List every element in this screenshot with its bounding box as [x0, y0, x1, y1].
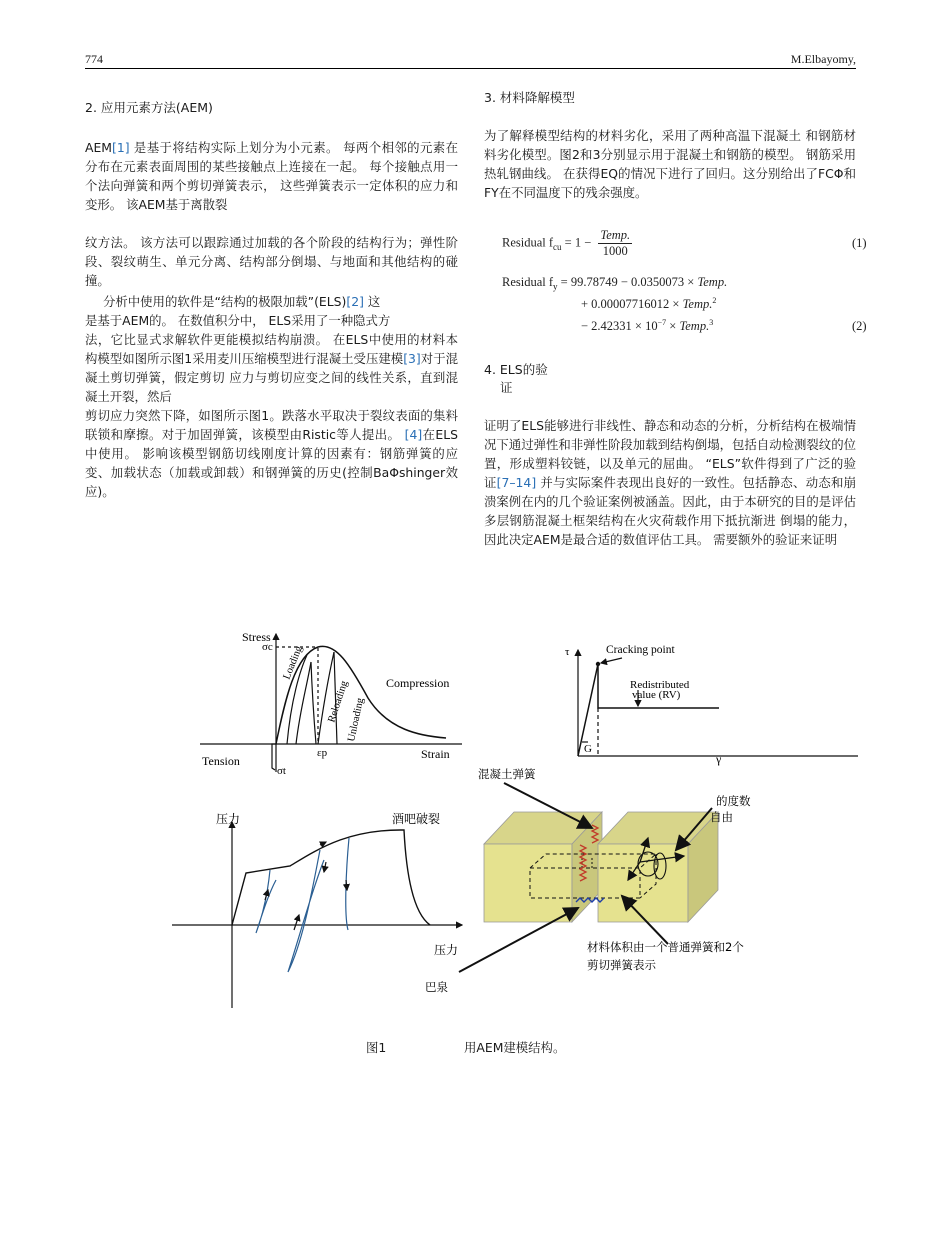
eq-superscript: −7	[657, 318, 667, 327]
section-4-title-line: 4. ELS的验	[484, 362, 548, 377]
tau-label: τ	[565, 646, 570, 658]
equation-1-number: (1)	[852, 236, 867, 250]
material-label-1: 材料体积由一个普通弹簧和2个	[587, 940, 744, 954]
g-label: G	[584, 743, 592, 755]
concrete-spring-label: 混凝土弹簧	[478, 767, 536, 781]
eq-superscript: 2	[712, 296, 717, 305]
bar-spring-label: 巴泉	[425, 980, 448, 994]
eq-var: Temp.	[697, 275, 728, 289]
eq-text: = 1 −	[561, 235, 595, 250]
gamma-label: γ	[716, 752, 722, 766]
reloading-path-2	[318, 652, 334, 744]
eq-superscript: 3	[709, 318, 714, 327]
para-text: 并与实际案件表现出良好的一致性。包括静态、动态和崩溃案例在内的几个验证案例被涵盖。因此，由于本研究的目的是评估多层钢筋混凝土框架结构在火灾荷载作用下抵抗渐进 倒塌的能力，因此决定AEM是最合适的数值评估工具。 需要额外的验证来证明	[484, 475, 856, 547]
dof-label-1: 的度数	[716, 794, 751, 808]
para-text: 分析中使用的软件是“结构的极限加载”(ELS)	[103, 294, 347, 309]
left-paragraph-2: 纹方法。 该方法可以跟踪通过加载的各个阶段的结构行为；弹性阶段、裂纹萌生、单元分离、结构部分倒塌、与地面和其他结构的碰撞。	[85, 235, 458, 288]
steel-loop-2	[288, 850, 324, 972]
eq-text: − 2.42331 × 10	[581, 319, 658, 334]
citation-2[interactable]: [2]	[346, 294, 364, 309]
para-text: 对于混凝土剪切弹簧，假定剪切 应力与剪切应变之间的线性关系，直到混凝土开裂，然后	[85, 351, 459, 404]
para-text: 这	[363, 294, 381, 309]
eq-text: + 0.00007716012 ×	[581, 297, 683, 312]
left-block-front	[484, 844, 572, 922]
material-label-2: 剪切弹簧表示	[587, 958, 656, 972]
citation-1[interactable]: [1]	[112, 140, 130, 155]
equation-2-number: (2)	[852, 319, 867, 333]
shear-model-diagram	[578, 650, 858, 756]
loop-arrow	[320, 842, 326, 845]
section-2-title: 2. 应用元素方法(AEM)	[85, 100, 213, 115]
para-text: AEM	[85, 140, 112, 155]
unloading-label: Unloading	[346, 696, 367, 743]
para-text: 证明了ELS能够进行非线性、静态和动态的分析，分析结构在极端情况下通过弹性和非弹性阶段加载到结构倒塌，包括自动检测裂纹的位置，形成塑料铰链，以及单元的屈曲。 “ELS”软件得到了广泛的验证	[484, 418, 856, 490]
cracking-point-marker	[596, 662, 600, 666]
citation-4[interactable]: [4]	[404, 427, 423, 442]
figure-caption-label: 图1	[366, 1040, 387, 1055]
eq-text: Residual f	[502, 235, 554, 250]
steel-x-label: 压力	[434, 943, 459, 957]
strain-label: Strain	[421, 747, 450, 761]
bar-rupture-label: 酒吧破裂	[392, 812, 441, 826]
sigma-t-label: σt	[277, 765, 286, 777]
section-3-title: 3. 材料降解模型	[484, 90, 575, 105]
eq-denominator: 1000	[602, 244, 628, 258]
steel-loop-1	[256, 870, 276, 933]
page-number: 774	[85, 52, 103, 66]
eq-text: ×	[666, 319, 680, 334]
loop-arrow	[324, 862, 326, 872]
loading-label: Loading	[281, 644, 305, 682]
compression-label: Compression	[386, 676, 450, 690]
cracking-point-label: Cracking point	[606, 644, 675, 656]
dof-label-2: 自由	[710, 810, 733, 824]
citation-5[interactable]: [7–14]	[496, 475, 537, 490]
para-text: 是基于将结构实际上划分为小元素。 每两个相邻的元素在分布在元素表面周围的某些接触点上连接在一起。 每个接触点用一个法向弹簧和两个剪切弹簧表示， 这些弹簧表示一定体积的应力和变形。 该AEM基于离散裂	[85, 140, 458, 212]
steel-envelope	[232, 830, 430, 925]
eq-subscript: cu	[553, 241, 562, 252]
reloading-path	[296, 662, 311, 744]
steel-y-label: 压力	[216, 812, 241, 826]
sigma-c-label: σc	[262, 641, 273, 653]
section-4-title-line: 证	[500, 380, 513, 395]
stress-label: Stress	[242, 630, 271, 644]
para-text: 法，它比显式求解软件更能模拟结构崩溃。 在ELS中使用的材料本构模型如图所示图1采用麦川压缩模型进行混凝土受压建模	[85, 332, 458, 366]
eq-text: Residual f	[502, 275, 554, 289]
steel-model-diagram	[172, 822, 462, 1008]
redistributed-label: Redistributed	[630, 679, 690, 691]
unloading-path	[311, 662, 316, 744]
eq-var: Temp.	[679, 319, 710, 334]
eq-text: = 99.78749 − 0.0350073 ×	[557, 275, 698, 289]
right-paragraph-1: 为了解释模型结构的材料劣化，采用了两种高温下混凝土 和钢筋材料劣化模型。图2和3分别显示用于混凝土和钢筋的模型。 钢筋采用热轧钢曲线。 在获得EQ的情况下进行了回归。这分别给出了FCΦ和FY在不同温度下的残余强度。	[484, 128, 856, 200]
figure-caption-text: 用AEM建模结构。	[464, 1040, 566, 1055]
para-text: 是基于AEM的。 在数值积分中， ELS采用了一种隐式方	[85, 313, 391, 328]
running-author: M.Elbayomy,	[790, 52, 856, 66]
loop-arrow	[294, 915, 299, 930]
envelope-curve	[276, 646, 446, 744]
right-block-front	[598, 844, 688, 922]
para-text: 剪切应力突然下降，如图所示图1。跌落水平取决于裂纹表面的集料联锁和摩擦。对于加固弹簧，该模型由Ristic等人提出。	[85, 408, 458, 442]
rv-label: value (RV)	[632, 689, 681, 701]
eq-subscript: y	[553, 281, 558, 292]
citation-3[interactable]: [3]	[403, 351, 421, 366]
eq-numerator: Temp.	[600, 228, 631, 242]
para-text: 在ELS中使用。 影响该模型钢筋切线刚度计算的因素有：钢筋弹簧的应变、加载状态（加载或卸载）和钢弹簧的历史(控制BaΦshinger效应)。	[85, 427, 458, 499]
tension-label: Tension	[202, 754, 240, 768]
eq-var: Temp.	[682, 297, 713, 312]
reloading-label: Reloading	[326, 679, 351, 724]
ep-label: εp	[317, 747, 328, 759]
cracking-arrow	[601, 658, 622, 663]
